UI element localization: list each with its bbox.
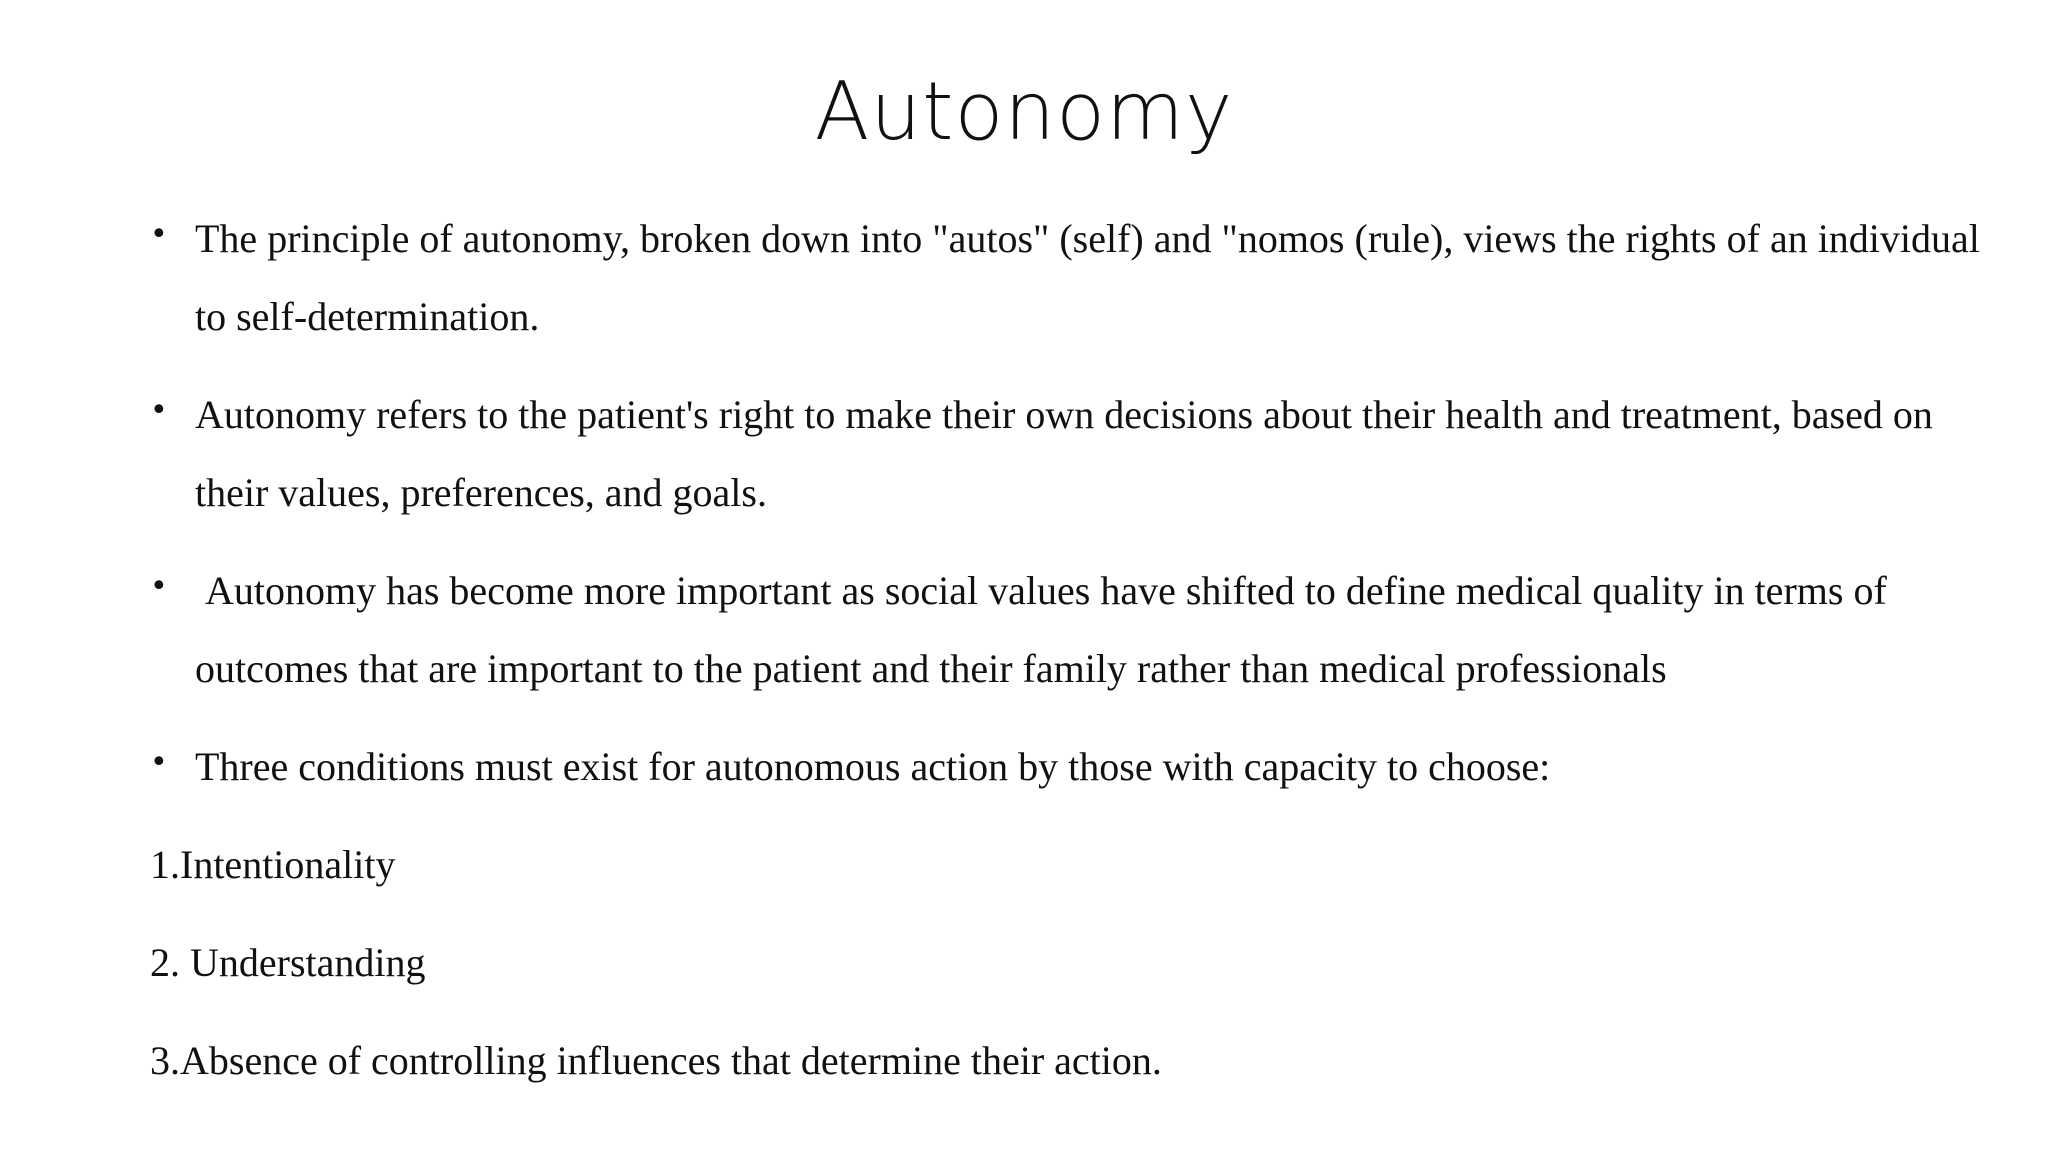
bullet-icon: • xyxy=(150,217,168,252)
bullet-icon: • xyxy=(150,569,168,604)
bullet-text: Three conditions must exist for autonomous action by those with capacity to choose: xyxy=(195,744,1551,789)
bullet-item xyxy=(150,200,2010,356)
bullet-text: Autonomy refers to the patient's right to make their own decisions about their health and treatment, based on their values, preferences, and goals. xyxy=(195,392,1933,515)
slide-body xyxy=(150,200,2010,1120)
bullet-icon: • xyxy=(150,745,168,780)
numbered-item-understanding: 2. Understanding xyxy=(150,940,426,985)
bullet-text: The principle of autonomy, broken down into "autos" (self) and "nomos (rule), views the rights of an individual to self-determination. xyxy=(195,216,1980,339)
slide-title: Autonomy xyxy=(814,65,1234,158)
numbered-item-absence-of-controlling-influences: 3.Absence of controlling influences that determine their action. xyxy=(150,1038,1162,1083)
bullet-item xyxy=(150,552,2010,708)
numbered-item-intentionality: 1.Intentionality xyxy=(150,842,396,887)
bullet-icon: • xyxy=(150,393,168,428)
bullet-item xyxy=(150,376,2010,532)
bullet-item xyxy=(150,728,2010,806)
bullet-text: Autonomy has become more important as social values have shifted to define medical quality in terms of outcomes that are important to the patient and their family rather than medical professionals xyxy=(195,568,1897,691)
